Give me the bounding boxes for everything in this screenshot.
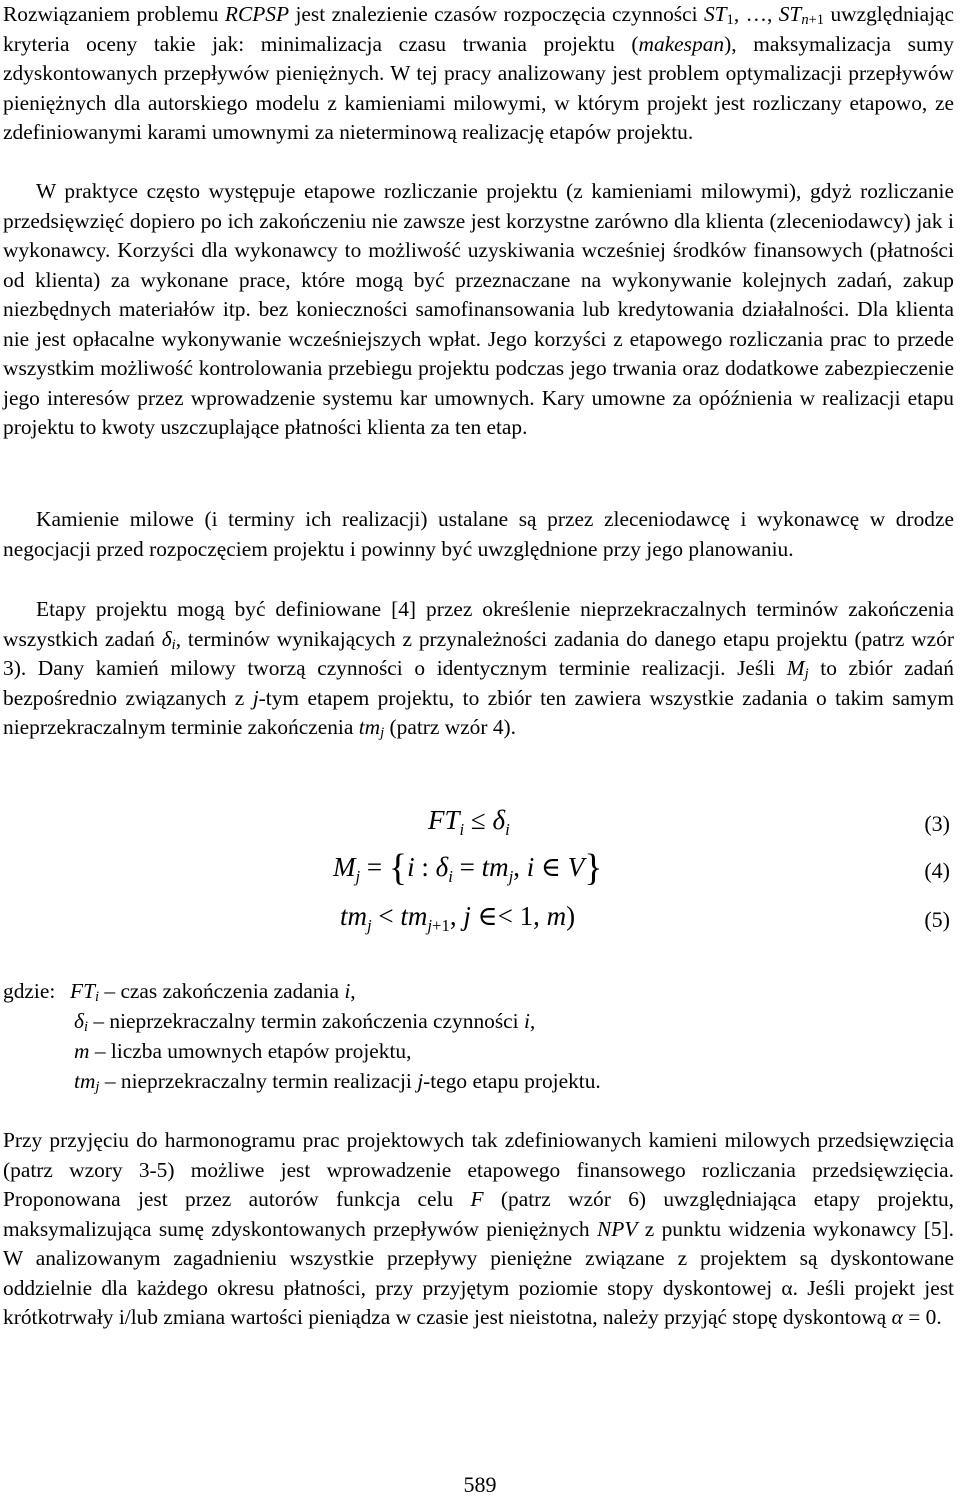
paragraph-objective-function: Przy przyjęciu do harmonogramu prac projektowych tak zdefiniowanych kamieni milowych przedsięwzięcia (patrz wzory 3-5) możliwe jest wprowadzenie etapowego finansowego rozliczania przedsięwzięcia. Proponowana jest przez autorów funkcja celu F (patrz wzór 6) uwzględniająca etapy projektu, maksymalizująca sumę zdyskontowanych przepływów pieniężnych NPV z punktu widzenia wykonawcy [5]. W analizowanym zagadnieniu wszystkie przepływy pieniężne związane z projektem są dyskontowane oddzielnie dla każdego okresu płatności, przy przyjętym poziomie stopy dyskontowej α. Jeśli projekt jest krótkotrwały i/lub zmiana wartości pieniądza w czasie jest nieistotna, należy przyjąć stopę dyskontową α = 0. bbox=[3, 1128, 954, 1329]
equation-3-number: (3) bbox=[924, 811, 950, 836]
paragraph-milestone-dates: Kamienie milowe (i terminy ich realizacji) ustalane są przez zleceniodawcę i wykonawcę w drodze negocjacji przed rozpoczęciem projektu i powinny być uwzględnione przy jego planowaniu. bbox=[3, 507, 954, 561]
definition-tm: $tm_j$ – nieprzekraczalny termin realizacji j-tego etapu projektu. bbox=[74, 1069, 601, 1096]
definition-ft: gdzie: $FT_i$ – czas zakończenia zadania i, bbox=[3, 979, 356, 1006]
formula-4: $M_j = \{i$ : $\delta_i = tm_j$, i ∈ V} bbox=[333, 847, 603, 889]
definition-m: m – liczba umownych etapów projektu, bbox=[74, 1039, 412, 1063]
dash-3: – bbox=[94, 1039, 106, 1063]
equation-4-number: (4) bbox=[924, 858, 950, 883]
dash-1: – bbox=[104, 979, 116, 1003]
equation-5-number: (5) bbox=[924, 907, 950, 932]
paragraph-stage-definition: Etapy projektu mogą być definiowane [4] przez określenie nieprzekraczalnych terminów zakończenia wszystkich zadań $\delta_i$, terminów wynikających z przynależności zadania do danego etapu projektu (patrz wzór 3). Dany kamień milowy tworzą czynności o identycznym terminie realizacji. Jeśli $M_j$ to zbiór zadań bezpośrednio związanych z j-tym etapem projektu, to zbiór ten zawiera wszystkie zadania o takim samym nieprzekraczalnym terminie zakończenia $tm_j$ (patrz wzór 4). bbox=[3, 597, 955, 742]
paragraph-milestones-practice: W praktyce często występuje etapowe rozliczanie projektu (z kamieniami milowymi), gdyż rozliczanie przedsięwzięć dopiero po ich zakończeniu nie zawsze jest korzystne zarówno dla klienta (zleceniodawcy) jak i wykonawcy. Korzyści dla wykonawcy to możliwość uzyskiwania wcześniej środków finansowych (płatności od klienta) za wykonane prace, które mogą być przeznaczane na wykonywanie kolejnych zadań, zakup niezbędnych materiałów itp. bez konieczności samofinansowania lub kredytowania działalności. Dla klienta nie jest opłacalne wykonywanie wcześniejszych wpłat. Jego korzyści z etapowego rozliczania prac to przede wszystkim możliwość kontrolowania przebiegu projektu podczas jego trwania oraz dodatkowe zabezpieczenie jego interesów przez wprowadzenie systemu kar umownych. Kary umowne za opóźnienia w realizacji etapu projektu to kwoty uszczuplające płatności klienta za ten etap. bbox=[3, 179, 954, 439]
page-number: 589 bbox=[463, 1472, 497, 1497]
dash-4: – bbox=[104, 1069, 116, 1093]
definition-ft-text: czas zakończenia zadania bbox=[120, 979, 339, 1003]
definition-delta-text: nieprzekraczalny termin zakończenia czynności bbox=[109, 1009, 519, 1033]
dash-2: – bbox=[93, 1009, 105, 1033]
definition-m-text: liczba umownych etapów projektu, bbox=[110, 1039, 412, 1063]
formula-5: $tm_j < tm_{j+1}$, j ∈< 1, m) bbox=[340, 901, 576, 935]
definition-delta: $\delta_i$ – nieprzekraczalny termin zakończenia czynności i, bbox=[74, 1009, 536, 1036]
equation-5 bbox=[0, 901, 960, 945]
equation-4 bbox=[0, 847, 960, 896]
definition-tm-text: nieprzekraczalny termin realizacji bbox=[120, 1069, 412, 1093]
symbol-definitions bbox=[3, 976, 903, 1096]
formula-3: $FT_i \le \delta_i$ bbox=[428, 805, 510, 839]
definitions-intro: gdzie: bbox=[3, 979, 56, 1003]
paragraph-rcpsp: Rozwiązaniem problemu RCPSP jest znalezienie czasów rozpoczęcia czynności $ST_1$, …, $ST_{n+1}$ uwzględniając kryteria oceny takie jak: minimalizacja czasu trwania projektu (makespan), maksymalizacja sumy zdyskontowanych przepływów pieniężnych. W tej pracy analizowany jest problem optymalizacji przepływów pieniężnych dla autorskiego modelu z kamieniami milowymi, w którym projekt jest rozliczany etapowo, ze zdefiniowanymi karami umownymi za nieterminową realizację etapów projektu. bbox=[3, 2, 955, 144]
equation-3 bbox=[0, 805, 960, 849]
definition-tm-text-end: -tego etapu projektu. bbox=[423, 1069, 601, 1093]
